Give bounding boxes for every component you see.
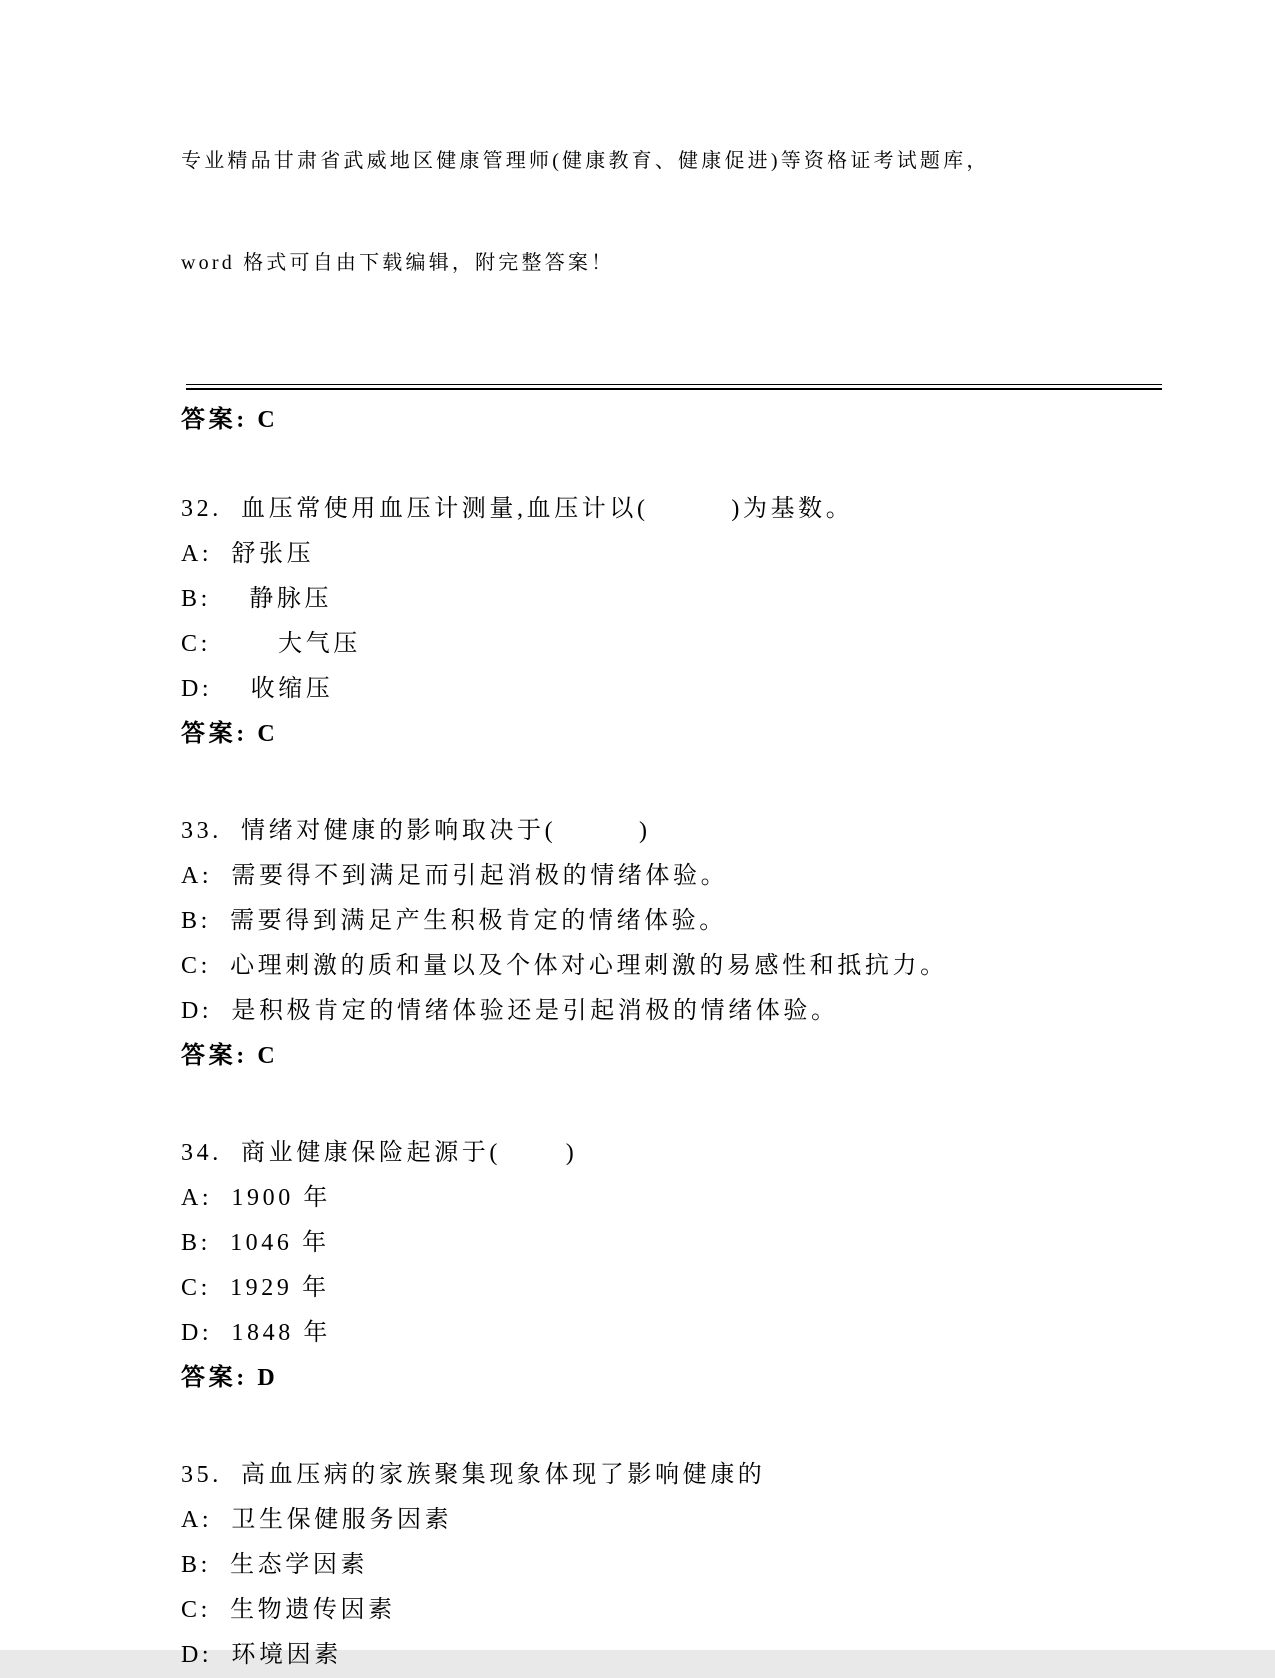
option-35-d: D: 环境因素 — [181, 1642, 342, 1668]
document-header — [181, 76, 1165, 348]
question-text-33: 33. 情绪对健康的影响取决于( ) — [181, 818, 651, 844]
answer-line-q31: 答案: C — [181, 407, 279, 433]
option-35-c: C: 生物遗传因素 — [181, 1597, 396, 1623]
option-35-b: B: 生态学因素 — [181, 1552, 369, 1578]
option-32-a: A: 舒张压 — [181, 541, 315, 567]
option-33-c: C: 心理刺激的质和量以及个体对心理刺激的易感性和抵抗力。 — [181, 953, 948, 979]
option-35-a: A: 卫生保健服务因素 — [181, 1507, 453, 1533]
question-text-32: 32. 血压常使用血压计测量,血压计以( )为基数。 — [181, 496, 854, 522]
header-line-1: 专业精品甘肃省武威地区健康管理师(健康教育、健康促进)等资格证考试题库， — [181, 150, 990, 172]
option-33-b: B: 需要得到满足产生积极肯定的情绪体验。 — [181, 908, 727, 934]
header-line-2: word 格式可自由下载编辑，附完整答案！ — [181, 252, 615, 274]
question-block-32 — [181, 487, 1165, 757]
option-33-d: D: 是积极肯定的情绪体验还是引起消极的情绪体验。 — [181, 998, 839, 1024]
question-block-34 — [181, 1131, 1165, 1401]
question-block-33 — [181, 809, 1165, 1079]
question-block-35 — [181, 1453, 1165, 1678]
answer-line-q34: 答案: D — [181, 1365, 279, 1391]
header-divider — [186, 384, 1162, 390]
answer-line-q33: 答案: C — [181, 1043, 279, 1069]
option-32-d: D: 收缩压 — [181, 676, 334, 702]
answer-line-q32: 答案: C — [181, 721, 279, 747]
option-34-d: D: 1848 年 — [181, 1320, 331, 1346]
option-34-c: C: 1929 年 — [181, 1275, 330, 1301]
option-33-a: A: 需要得不到满足而引起消极的情绪体验。 — [181, 863, 729, 889]
option-32-b: B: 静脉压 — [181, 586, 333, 612]
question-text-35: 35. 高血压病的家族聚集现象体现了影响健康的 — [181, 1462, 766, 1488]
option-34-b: B: 1046 年 — [181, 1230, 330, 1256]
option-32-c: C: 大气压 — [181, 631, 361, 657]
option-34-a: A: 1900 年 — [181, 1185, 331, 1211]
question-text-34: 34. 商业健康保险起源于( ) — [181, 1140, 578, 1166]
